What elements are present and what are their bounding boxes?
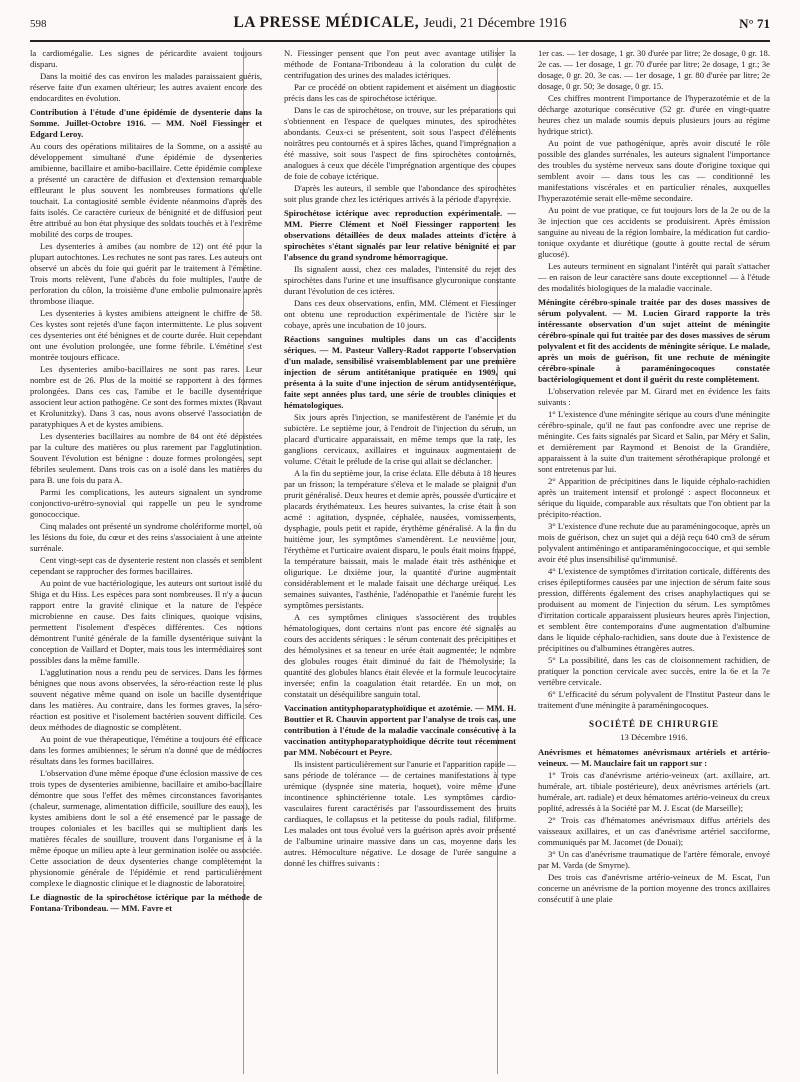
article-heading: Réactions sanguines multiples dans un cas d'accidents sériques. — M. Pasteur Vallery-Radot rapporte l'observation d'un malade, sensibilisé vraisemblablement par une première injection de sérum antitétanique pratiquée en 1909, qui présenta à la suite d'une injection de sérum antidysentérique, faite sept années plus tard, une série de troubles cliniques et hématologiques. — [284, 334, 516, 410]
paragraph: 5° La possibilité, dans les cas de cloisonnement rachidien, de pratiquer la ponction cervicale avec succès, entre la 6e et la 7e vertèbre cervicale. — [538, 655, 770, 687]
paragraph: Par ce procédé on obtient rapidement et aisément un diagnostic précis dans les cas de spirochétose ictérique. — [284, 82, 516, 103]
paragraph: 3° Un cas d'anévrisme traumatique de l'artère fémorale, envoyé par M. Varda (de Smyrne). — [538, 849, 770, 870]
paragraph: Au point de vue thérapeutique, l'émétine a toujours été efficace dans les formes amibiennes; le sérum n'a donné que de médiocres résultats dans les formes bacillaires. — [30, 734, 262, 766]
paragraph: 6° L'efficacité du sérum polyvalent de l'Institut Pasteur dans le traitement d'une méningite à paraméningocoques. — [538, 689, 770, 710]
paragraph: N. Fiessinger pensent que l'on peut avec avantage utiliser la méthode de Fontana-Tribondeau à la coloration du culot de centrifugation des urines des malades ictériques. — [284, 48, 516, 80]
paragraph: A ces symptômes cliniques s'associèrent des troubles hématologiques, dont certains n'ont pas encore été signalés au cours des accidents sériques : le sérum contenait des précipitines et des hémolysines et sa teneur en urée était augmentée; le nombre des globules rouges était diminué du fait de l'hémolysine; la quantité des globules blancs était élevée et la formule leucocytaire inversée; enfin la coagulation était retardée. En un mot, on constatait un déséquilibre sanguin total. — [284, 612, 516, 699]
section-title: SOCIÉTÉ DE CHIRURGIE — [588, 719, 720, 729]
article-heading: Spirochétose ictérique avec reproduction expérimentale. — MM. Pierre Clément et Noël Fiessinger rapportent les observations détaillées de deux malades atteints d'ictère à spirochètes s'étant signalés par leur relative bénignité et par l'absence du grand syndrome hémorragique. — [284, 208, 516, 262]
paragraph: Cinq malades ont présenté un syndrome cholériforme mortel, où les lésions du foie, du cœur et des reins s'associaient à une atteinte surrénale. — [30, 521, 262, 553]
column-1 — [30, 48, 262, 1074]
paragraph: Cent vingt-sept cas de dysenterie restent non classés et semblent cependant se rapprocher des formes bacillaires. — [30, 555, 262, 576]
article-heading: Anévrismes et hématomes anévrismaux artériels et artério-veineux. — M. Mauclaire fait un rapport sur : — [538, 747, 770, 768]
article-columns — [30, 48, 770, 1074]
column-2 — [284, 48, 516, 1074]
page-number: 598 — [30, 18, 47, 30]
paragraph: Au point de vue pratique, ce fut toujours lors de la 2e ou de la 3e injection que ces accidents se produisirent. Après émission sanguine au niveau de la région lombaire, la médication fut cardio-tonique oxydante et diurétique (goutte à goutte rectal de sérum glucosé). — [538, 205, 770, 259]
paragraph: Parmi les complications, les auteurs signalent un syndrome conjonctivo-urétro-synovial qui rappelle un peu le syndrome gonococcique. — [30, 487, 262, 519]
paragraph: Au point de vue pathogénique, après avoir discuté le rôle possible des glandes surrénales, les auteurs signalent l'importance des troubles du système nerveux sans doute d'origine toxique qui semblent avoir — dans tous les cas — conditionné les manifestations viscérales et en particulier rénales, auxquelles l'hyperazotémie serait elle-même secondaire. — [538, 138, 770, 203]
paragraph: D'après les auteurs, il semble que l'abondance des spirochètes soit plus grande chez les ictériques arrivés à la période d'apyrexie. — [284, 183, 516, 204]
article-heading: Méningite cérébro-spinale traitée par des doses massives de sérum polyvalent. — M. Lucien Girard rapporte la très intéressante observation d'un sujet atteint de méningite cérébro-spinale qui fut traitée par des doses massives de sérum polyvalent et fit des accidents de méningite sérique. Le malade, après un mois de guérison, fit une rechute de méningite cérébro-spinale à paraméningocoques constatée bactériologiquement et dont il guérit du reste complètement. — [538, 297, 770, 384]
paragraph: 1° Trois cas d'anévrisme artério-veineux (art. axillaire, art. humérale, art. tibiale postérieure), deux anévrismes artériels (art. humérale, art. radiale) et deux hématomes artério-veineux du creux poplité, adressés à la Société par M. J. Escat (de Marseille); — [538, 770, 770, 813]
paragraph: Dans ces deux observations, enfin, MM. Clément et Fiessinger ont obtenu une reproduction expérimentale de l'ictère sur le cobaye, après une incubation de 10 jours. — [284, 298, 516, 330]
paragraph: 1° L'existence d'une méningite sérique au cours d'une méningite cérébro-spinale, qu'il ne faut pas confondre avec une reprise de méningite. Ces faits signalés par Sicard et Salin, par Méry et Salin, et dernièrement par Raymond et Benoist de la Grandière, apparaissent à la suite d'un traitement sérothérapique prolongé et sont entretenus par lui. — [538, 409, 770, 474]
paragraph: la cardiomégalie. Les signes de péricardite avaient toujours disparu. — [30, 48, 262, 69]
paragraph: 3° L'existence d'une rechute due au paraméningocoque, après un mois de guérison, chez un sujet qui a déjà reçu 640 cm3 de sérum polyvalent antiméningo et antiparaméningococcique, et qui semble avoir été plus insensibilisé qu'immunisé. — [538, 521, 770, 564]
paragraph: Dans la moitié des cas environ les malades paraissaient guéris, réserve faite d'un examen ultérieur; les autres avaient encore des endocardites en évolution. — [30, 71, 262, 103]
article-heading: Vaccination antityphoparatyphoïdique et azotémie. — MM. H. Bouttier et R. Chauvin apportent par l'analyse de trois cas, une contribution à l'étude de la maladie vaccinale consécutive à la vaccination antityphoparatyphoïdique décrite tout récemment par MM. Nobécourt et Peyre. — [284, 703, 516, 757]
paragraph: 2° Trois cas d'hématomes anévrismaux diffus artériels des vaisseaux axillaires, et un cas d'anévrisme artériel sacciforme, communiqués par M. Jacomet (de Douai); — [538, 815, 770, 847]
paragraph: L'observation d'une même époque d'une éclosion massive de ces trois types de dysenteries amibienne, bacillaire et amibo-bacillaire démontre que sous l'effet des mêmes circonstances favorisantes (chaleur, surmenage, alimentation difficile, souillure des eaux), les kystes amibiens dont le sol a été ensemencé par le passage de troupes coloniales et les bacilles qui se multiplient dans les matières fécales de souillure, trouvent dans l'organisme et à la même époque un milieu apte à leur germination isolée ou associée. Cette association de deux dysenteries change complètement la physionomie générale de l'épidémie et rend particulièrement complexe le diagnostic clinique et le diagnostic de laboratoire. — [30, 768, 262, 888]
paragraph: Ils signalent aussi, chez ces malades, l'intensité du rejet des spirochètes dans l'urine et une insuffisance glycuronique constante durant l'évolution de ces ictères. — [284, 264, 516, 296]
paragraph: Ils insistent particulièrement sur l'anurie et l'apparition rapide — sans période de tolérance — de certaines manifestations à type urémique (dyspnée sine materia, hoquet), voire même d'une incontinence sphinctérienne totale. Les symptômes cardio-vasculaires furent caractérisés par l'assourdissement des bruits cardiaques, le collapsus et la petitesse du pouls radial, filiforme. Les malades ont tous évolué vers la guérison après avoir présenté de l'albumine urinaire massive dans un cas, moyenne dans les autres. Hémoculture négative. Le dosage de l'urée sanguine a donné les chiffres suivants : — [284, 759, 516, 868]
article-heading: Le diagnostic de la spirochétose ictérique par la méthode de Fontana-Tribondeau. — MM. Favre et — [30, 892, 262, 913]
paragraph: 13 Décembre 1916. — [620, 732, 688, 742]
paragraph: A la fin du septième jour, la crise éclata. Elle débuta à 18 heures par un frisson; la température s'éleva et le malade se plaignit d'un prurit généralisé. Deux heures et demie après, poussée d'urticaire et placards érythémateux. Les heures suivantes, la crise était à son acmé : agitation, dyspnée, céphalée, nausées, vomissements, dysphagie, pouls petit et rapide, érythème généralisé. A la fin du huitième jour, les symptômes s'amendèrent. Le neuvième jour, l'érythème et l'urticaire avaient disparu, le pouls était moins frappé, la température baissait, mais le malade était très asthénique et oligurique. Le dixième jour, la quantité d'urine augmentait considérablement et le malade faisait une décharge uréique. Les semaines suivantes, l'asthénie, l'adénopathie et l'anémie furent les symptômes persistants. — [284, 468, 516, 610]
paragraph: 1er cas. — 1er dosage, 1 gr. 30 d'urée par litre; 2e dosage, 0 gr. 18. 2e cas. — 1er dosage, 1 gr. 70 d'urée par litre; 2e dosage, 1 gr.; 3e dosage, 0 gr. 20. 3e cas. — 1er dosage, 1 gr. 80 d'urée par litre; 2e dosage, 0 gr. 50; 3e dosage, 0 gr. 15. — [538, 48, 770, 91]
paragraph: Les dysenteries amibo-bacillaires ne sont pas rares. Leur nombre est de 26. Plus de la moitié se rapportent à des formes prolongées. Dans ces cas, l'amibe et le bacille dysentérique associent leur action pathogène. Ce sont des formes mixtes (Ravaut et Krolunitzky). Dans 3 cas, nous avons observé l'association de paratyphiques A et de kystes amibiens. — [30, 364, 262, 429]
journal-name: LA PRESSE MÉDICALE, — [233, 14, 420, 31]
paragraph: Des trois cas d'anévrisme artério-veineux de M. Escat, l'un concerne un anévrisme de la portion moyenne des troncs axillaires consécutif à une plaie — [538, 872, 770, 904]
paragraph: Les dysenteries à kystes amibiens atteignent le chiffre de 58. Ces kystes sont rejetés d'une façon intermittente. Le plus souvent ces dysenteries ont été bénignes et de courte durée. Huit cependant ont une évolution prolongée, une forme fébrile. L'émétine s'est montrée toujours efficace. — [30, 308, 262, 362]
column-3 — [538, 48, 770, 1074]
paragraph: L'observation relevée par M. Girard met en évidence les faits suivants : — [538, 386, 770, 407]
paragraph: 2° Apparition de précipitines dans le liquide céphalo-rachidien après un traitement intensif et prolongé : aspect floconneux et sérique du liquide, comparable aux résultats que l'on obtient par la précipito-réaction. — [538, 476, 770, 519]
paragraph: Au point de vue bactériologique, les auteurs ont surtout isolé du Shiga et du Hiss. Les espèces para sont nombreuses. Il n'y a aucun rapport entre la gravité clinique et la nature de l'espèce microbienne en cause. Des faits cliniques, quoique voisins, permettent l'isolement d'espèces différentes. Ces notions démontrent l'unité générale de la famille dysentérique suivant la conception de Vaillard et Dopter, mais tous les intermédiaires sont possibles dans la même famille. — [30, 578, 262, 665]
paragraph: L'agglutination nous a rendu peu de services. Dans les formes bénignes que nous avons observées, la séro-réaction reste le plus souvent négative même quand on isole un bacille dysentérique dans les matières. Au contraire, dans les formes graves, la séro-réaction est positive et l'isolement bactérien souvent difficile. Ces deux méthodes de diagnostic se complètent. — [30, 667, 262, 732]
header-rule — [30, 40, 770, 42]
page-header — [30, 14, 770, 36]
article-heading: Contribution à l'étude d'une épidémie de dysenterie dans la Somme. Juillet-Octobre 1916. — MM. Noël Fiessinger et Edgard Leroy. — [30, 107, 262, 139]
paragraph: Dans le cas de spirochétose, on trouve, sur les préparations qui s'obtiennent en l'espace de quelques minutes, des spirochètes abondants. Ceux-ci se présentent, soit sous l'aspect d'éléments noirâtres peu contournés et à spires lâches, quand l'imprégnation a été massive, soit sous l'aspect de fins spirochètes contournés, analogues à ceux que décèle l'imprégnation argentique des coupes de foie de cobaye ictérique. — [284, 105, 516, 181]
paragraph: 4° L'existence de symptômes d'irritation corticale, différents des crises épileptiformes causées par une injection de sérum faite sous pression, différents également des crises anaphylactiques qui se produisent au moment de l'injection du sérum. Les symptômes d'irritation corticale apparaissent plusieurs heures après l'injection, et semblent être contemporains d'une augmentation d'albumine dans le liquide céphalo-rachidien, sans doute due à l'existence de précipitines ou d'albumines étrangères autres. — [538, 566, 770, 653]
paragraph: Six jours après l'injection, se manifestèrent de l'anémie et du subictère. Le septième jour, à l'endroit de l'injection du sérum, un placard d'urticaire apparaissait, en même temps que la rate, les ganglions cervicaux, axillaires et inguinaux augmentaient de volume. C'était le prélude de la crise qui allait se déclancher. — [284, 412, 516, 466]
paragraph: Les auteurs terminent en signalant l'intérêt qui paraît s'attacher — en raison de leur caractère sans doute exceptionnel — à l'étude des modalités biologiques de la maladie vaccinale. — [538, 261, 770, 293]
journal-title — [30, 14, 770, 32]
paragraph: Au cours des opérations militaires de la Somme, on a assisté au développement simultané d'une épidémie de dysenteries amibienne, bacillaire et amibo-bacillaire. Cette épidémie complexe a présenté un caractère de diffusion et d'extension remarquable effleurant le plus souvent les nombreuses formations qu'elle touchait. La contagiosité semble évidente néanmoins d'après des faits isolés. Ce caractère curieux de bénignité et de diffusion peut être attribué au bon état physique des soldats touchés et à l'extrême mobilité des corps de troupes. — [30, 141, 262, 239]
issue-date: Jeudi, 21 Décembre 1916 — [423, 16, 567, 31]
issue-number: N° 71 — [739, 16, 770, 31]
paragraph: Les dysenteries bacillaires au nombre de 84 ont été dépistées par la culture des matières ou plus rarement par l'agglutination. Souvent l'évolution est bénigne : douze formes prolongées, sept fébriles seulement. Dans trois cas on a isolé dans les matières du para B. une fois du para A. — [30, 431, 262, 485]
paragraph: Ces chiffres montrent l'importance de l'hyperazotémie et de la décharge azoturique consécutive (52 gr. d'urée en vingt-quatre heures chez un malade soumis depuis plusieurs jours au régime hydrique strict). — [538, 93, 770, 136]
paragraph: Les dysenteries à amibes (au nombre de 12) ont été pour la plupart autochtones. Les rechutes ne sont pas rares. Les auteurs ont observé un abcès du foie qui guérit par le traitement à l'émétine. Trois morts relèvent, l'une d'abcès du foie multiples, l'autre de perforation du côlon, la troisième d'une embolie pulmonaire après thrombose iliaque. — [30, 241, 262, 306]
